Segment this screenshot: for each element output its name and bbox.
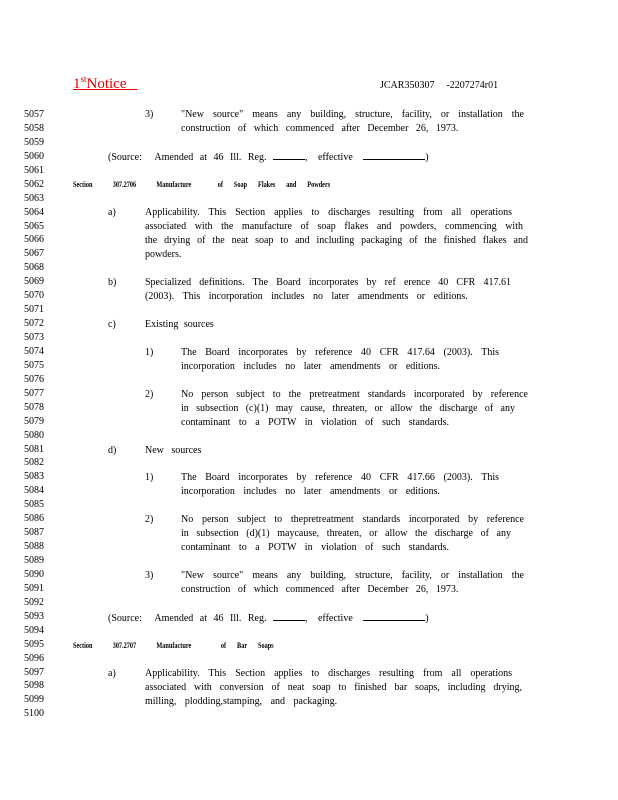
section-title-word: and [286, 180, 297, 189]
line-number: 5081 [24, 443, 44, 455]
bar-applicability-line-2: associated with conversion of neat soap to finished bar soaps, including drying, [145, 682, 522, 693]
line-numbers [24, 108, 44, 721]
section-title-word: of [220, 641, 227, 650]
existing-incorporation-line-2: incorporation includes no later amendments or editions. [181, 361, 440, 372]
section-heading-2706 [73, 178, 330, 192]
register-blank [273, 611, 305, 621]
source-effective: effective [317, 152, 353, 163]
source-label: (Source: [108, 152, 142, 163]
line-number: 5059 [24, 136, 44, 148]
line-number: 5086 [24, 513, 44, 525]
line-number: 5072 [24, 318, 44, 330]
line-number: 5085 [24, 499, 44, 511]
line-number: 5095 [24, 638, 44, 650]
jcar-code [380, 80, 498, 91]
line-number: 5078 [24, 401, 44, 413]
applicability-line-4: powders. [145, 249, 182, 260]
new-source-def-line-1: "New source" means any building, structure, facility, or installation the [181, 570, 524, 581]
item-number-2: 2) [145, 514, 154, 525]
line-number: 5082 [24, 457, 44, 469]
source-label: (Source: [108, 613, 142, 624]
line-number: 5077 [24, 387, 44, 399]
line-number: 5073 [24, 332, 44, 343]
source-note-2: (Source: Amended at 46 Ill. Reg. , effective ) [108, 613, 429, 624]
effective-date-blank [363, 611, 425, 621]
section-title-word: Manufacture [156, 180, 192, 189]
first-notice-heading [73, 74, 138, 93]
source-effective: effective [317, 613, 353, 624]
notice-word: Notice [86, 76, 127, 92]
line-number: 5071 [24, 304, 44, 316]
item-label-a: a) [108, 207, 116, 218]
effective-date-blank [363, 150, 425, 160]
line-number: 5062 [24, 178, 44, 190]
section-title-word: Bar [237, 641, 248, 650]
item-number-3: 3) [145, 109, 154, 120]
item-label-c: c) [108, 319, 116, 330]
line-number: 5074 [24, 345, 44, 357]
new-prohibition-line-1: No person subject to thepretreatment standards incorporated by reference [181, 514, 524, 525]
line-number: 5065 [24, 220, 44, 232]
jcar-code-right: -2207274r01 [446, 80, 499, 91]
line-number: 5064 [24, 206, 44, 218]
item-number-3: 3) [145, 570, 154, 581]
section-title-word: Manufacture [156, 641, 192, 650]
line-number: 5089 [24, 555, 44, 566]
new-prohibition-line-3: contaminant to a POTW in violation of such standards. [181, 542, 450, 553]
item-label-a: a) [108, 668, 116, 679]
notice-number: 1 [73, 76, 81, 92]
new-source-def-line-2: construction of which commenced after December 26, 1973. [181, 584, 459, 595]
new-sources-heading: New sources [145, 445, 202, 456]
line-number: 5080 [24, 429, 44, 441]
definitions-line-2: (2003). This incorporation includes no later amendments or editions. [145, 291, 468, 302]
line-number: 5088 [24, 541, 44, 553]
new-incorporation-line-2: incorporation includes no later amendments or editions. [181, 486, 440, 497]
line-number: 5092 [24, 596, 44, 608]
line-number: 5084 [24, 485, 44, 497]
section-number: 307.2706 [112, 180, 137, 189]
line-number: 5079 [24, 415, 44, 427]
line-number: 5091 [24, 582, 44, 594]
section-title-word: Soaps [258, 641, 274, 650]
line-number: 5068 [24, 262, 44, 274]
register-blank [273, 150, 305, 160]
new-source-line-1: "New source" means any building, structure, facility, or installation the [181, 109, 524, 120]
source-close: ) [425, 152, 429, 163]
line-number: 5057 [24, 109, 44, 120]
line-number: 5090 [24, 568, 44, 580]
source-close: ) [425, 613, 429, 624]
section-title-word: Powders [307, 180, 331, 189]
line-number: 5067 [24, 248, 44, 260]
line-number: 5069 [24, 276, 44, 288]
notice-superscript: st [80, 74, 87, 84]
line-number: 5087 [24, 527, 44, 539]
item-number-1: 1) [145, 347, 154, 358]
item-label-d: d) [108, 445, 117, 456]
line-number: 5058 [24, 122, 44, 134]
applicability-line-3: the drying of the neat soap to and including packaging of the finished flakes and [145, 235, 528, 246]
line-number: 5070 [24, 290, 44, 302]
line-number: 5094 [24, 624, 44, 636]
applicability-line-1: Applicability. This Section applies to discharges resulting from all operations [145, 207, 512, 218]
new-source-line-2: construction of which commenced after December 26, 1973. [181, 123, 459, 134]
section-heading-2707 [73, 639, 274, 653]
line-number: 5066 [24, 234, 44, 246]
line-number: 5099 [24, 694, 44, 706]
section-title-word: Flakes [258, 180, 276, 189]
line-number: 5060 [24, 150, 44, 162]
line-number: 5076 [24, 373, 44, 385]
existing-prohibition-line-1: No person subject to the pretreatment standards incorporated by reference [181, 389, 528, 400]
existing-prohibition-line-3: contaminant to a POTW in violation of such standards. [181, 417, 450, 428]
line-number: 5093 [24, 610, 44, 622]
new-prohibition-line-2: in subsection (d)(1) maycause, threaten, or allow the discharge of any [181, 528, 511, 539]
item-number-2: 2) [145, 389, 154, 400]
definitions-line-1: Specialized definitions. The Board incorporates by ref erence 40 CFR 417.61 [145, 277, 511, 288]
existing-sources-heading: Existing sources [145, 319, 214, 330]
new-incorporation-line-1: The Board incorporates by reference 40 CFR 417.66 (2003). This [181, 472, 499, 483]
existing-prohibition-line-2: in subsection (c)(1) may cause, threaten, or allow the discharge of any [181, 403, 515, 414]
line-number: 5061 [24, 164, 44, 176]
source-note-1: (Source: Amended at 46 Ill. Reg. , effective ) [108, 152, 429, 163]
item-label-b: b) [108, 277, 117, 288]
section-number: 307.2707 [112, 641, 137, 650]
applicability-line-2: associated with the manufacture of soap flakes and powders, commencing with [145, 221, 523, 232]
bar-applicability-line-1: Applicability. This Section applies to discharges resulting from all operations [145, 668, 512, 679]
line-number: 5075 [24, 359, 44, 371]
source-amended: Amended at 46 Ill. Reg. [154, 613, 267, 624]
item-number-1: 1) [145, 472, 154, 483]
source-amended: Amended at 46 Ill. Reg. [154, 152, 267, 163]
line-number: 5100 [24, 708, 44, 720]
line-number: 5096 [24, 652, 44, 664]
section-title-word: Soap [233, 180, 248, 189]
line-number: 5063 [24, 192, 44, 204]
line-number: 5098 [24, 680, 44, 692]
section-word: Section [73, 641, 93, 650]
section-word: Section [73, 180, 93, 189]
bar-applicability-line-3: milling, plodding,stamping, and packaging. [145, 696, 338, 707]
line-number: 5083 [24, 471, 44, 483]
section-title-word: of [217, 180, 223, 189]
line-number: 5097 [24, 666, 44, 678]
jcar-code-left: JCAR350307 [380, 80, 435, 91]
existing-incorporation-line-1: The Board incorporates by reference 40 CFR 417.64 (2003). This [181, 347, 499, 358]
